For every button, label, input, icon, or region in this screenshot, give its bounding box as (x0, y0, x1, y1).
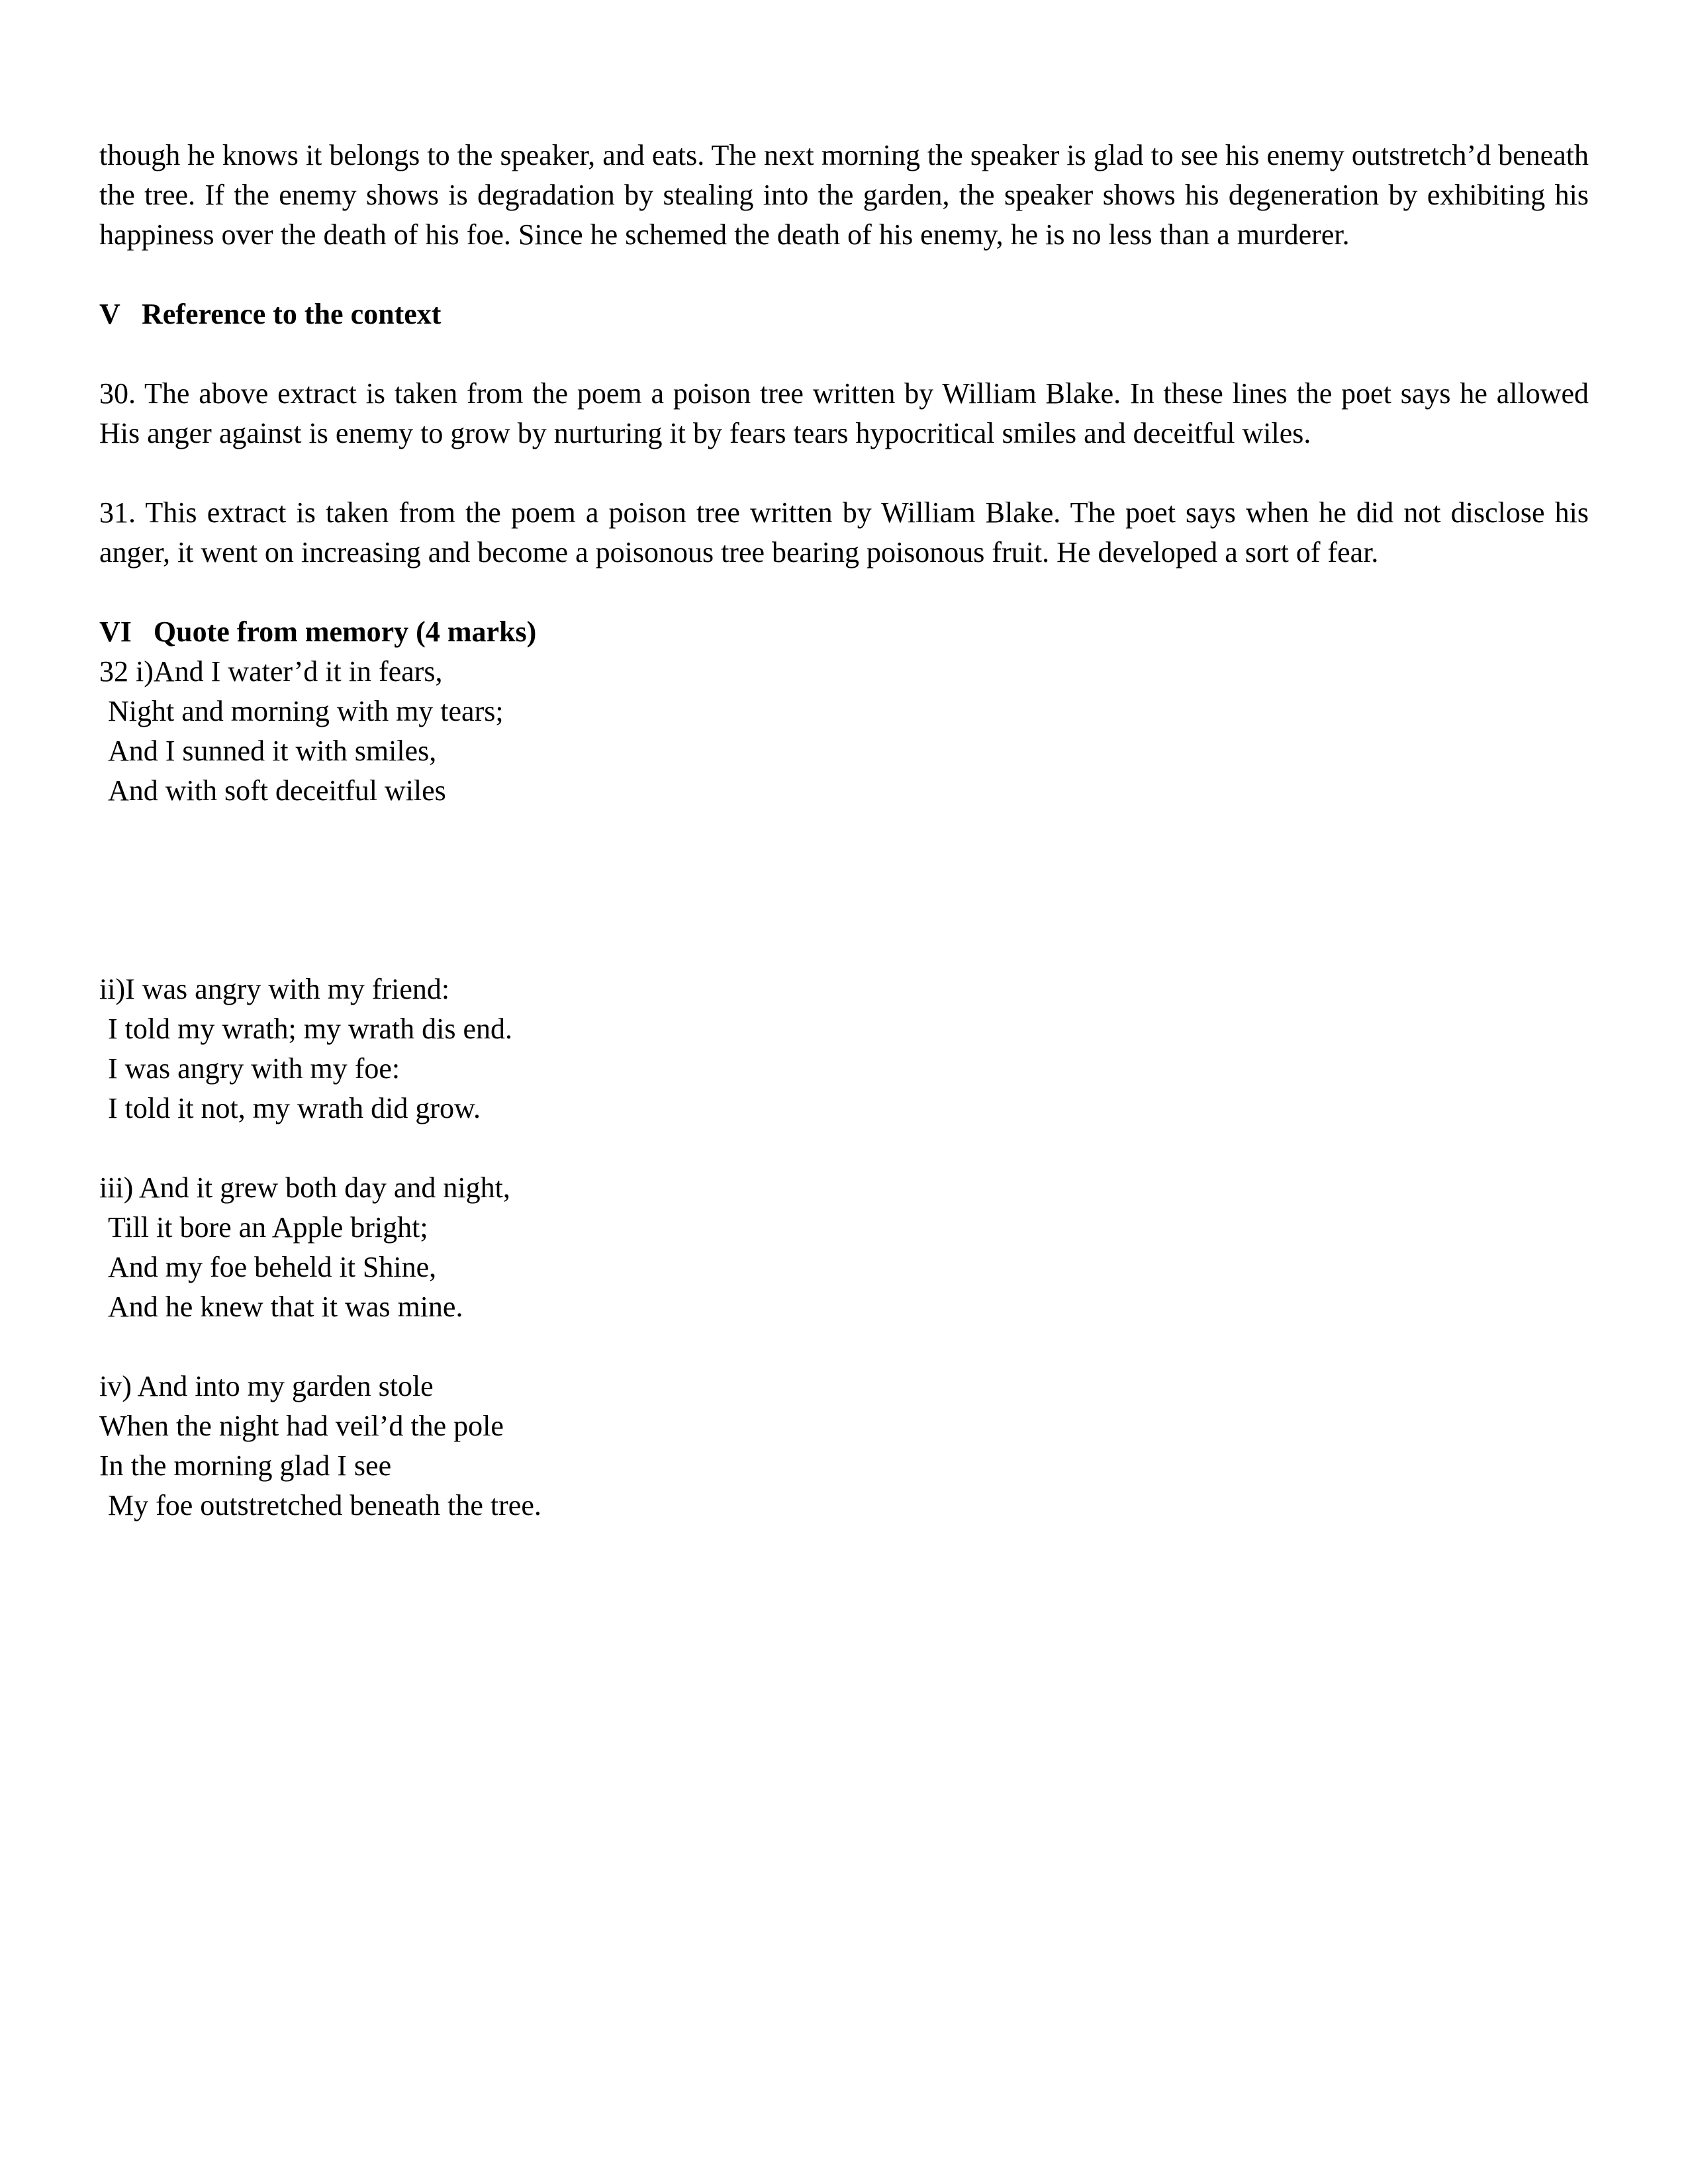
poem-line: I told my wrath; my wrath dis end. (108, 1013, 513, 1045)
spacer (99, 453, 1589, 493)
spacer (99, 572, 1589, 612)
poem-line: 32 i)And I water’d it in fears, (99, 655, 443, 688)
intro-paragraph: though he knows it belongs to the speaker, and eats. The next morning the speaker is glad to see his enemy outstretch’d beneath the tree. If the enemy shows is degradation by stealing into the garden, the speaker shows his degeneration by exhibiting his happiness over the death of his foe. Since he schemed the death of his enemy, he is no less than a murderer. (99, 139, 1589, 251)
quote-ii-stanza (99, 970, 1589, 1128)
answer-30-paragraph: 30. The above extract is taken from the poem a poison tree written by William Blake. In these lines the poet says he allowed His anger against is enemy to grow by nurturing it by fears tears hypocritical smiles and deceitful wiles. (99, 377, 1589, 449)
quote-i-stanza (99, 652, 1589, 811)
document-page (99, 136, 1589, 1525)
poem-line: When the night had veil’d the pole (99, 1410, 504, 1442)
poem-line: And with soft deceitful wiles (108, 774, 446, 807)
spacer (99, 1327, 1589, 1367)
quote-iv-stanza (99, 1367, 1589, 1525)
spacer (99, 334, 1589, 374)
poem-line: ii)I was angry with my friend: (99, 973, 450, 1005)
poem-line: And he knew that it was mine. (108, 1291, 463, 1323)
poem-line: iii) And it grew both day and night, (99, 1171, 510, 1204)
poem-line: iv) And into my garden stole (99, 1370, 434, 1402)
spacer (99, 1128, 1589, 1168)
poem-line: And I sunned it with smiles, (108, 735, 437, 767)
poem-line: I told it not, my wrath did grow. (108, 1092, 481, 1124)
section-v-heading: V Reference to the context (99, 298, 442, 330)
spacer (99, 255, 1589, 295)
poem-line: Night and morning with my tears; (108, 695, 504, 727)
answer-31-paragraph: 31. This extract is taken from the poem a poison tree written by William Blake. The poet says when he did not disclose his anger, it went on increasing and become a poisonous tree bearing poisonous fruit. He developed a sort of fear. (99, 496, 1589, 569)
quote-iii-stanza (99, 1168, 1589, 1327)
section-vi-heading: VI Quote from memory (4 marks) (99, 615, 537, 648)
poem-line: I was angry with my foe: (108, 1052, 400, 1085)
poem-line: And my foe beheld it Shine, (108, 1251, 437, 1283)
poem-line: In the morning glad I see (99, 1449, 392, 1482)
poem-line: Till it bore an Apple bright; (108, 1211, 428, 1244)
poem-line: My foe outstretched beneath the tree. (108, 1489, 541, 1522)
spacer (99, 811, 1589, 970)
